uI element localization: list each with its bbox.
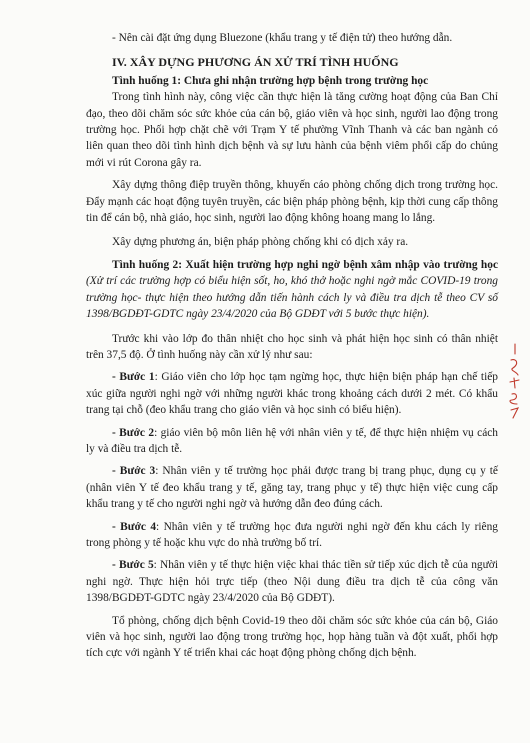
case1-paragraph-1: Trong tình hình này, công việc cần thực hiện là tăng cường hoạt động của Ban Chỉ đạo, theo dõi chăm sóc sức khỏe của cán bộ, giáo viên và học sinh, người lao động trong trường học. Phối hợp chặt chẽ với Trạm Y tế phường Vĩnh Thanh và các ban ngành có liên quan theo dõi tình hình dịch bệnh và sự lưu hành của bệnh viêm phổi cấp do chủng mới vi rút Corona gây ra. xyxy=(86,91,498,169)
case2-intro: Trước khi vào lớp đo thân nhiệt cho học sinh và phát hiện học sinh có thân nhiệt trên 37,5 độ. Ở tình huống này cần xử lý như sau: xyxy=(86,332,498,361)
step-label: - Bước 5 xyxy=(112,559,154,572)
step-3 xyxy=(86,463,498,512)
step-5 xyxy=(86,557,498,606)
document-page xyxy=(86,30,498,662)
case2-note: (Xử trí các trường hợp có biểu hiện sốt, ho, khó thở hoặc nghi ngờ mắc COVID-19 trong trường học- thực hiện theo hướng dẫn tiến hành cách ly và điều tra dịch tễ theo CV số 1398/BGDĐT-GDTC ngày 23/4/2020 của Bộ GDĐT với 5 bước thực hiện). xyxy=(86,275,498,321)
step-2 xyxy=(86,425,498,458)
bluezone-paragraph: - Nên cài đặt ứng dụng Bluezone (khẩu trang y tế điện tử) theo hướng dẫn. xyxy=(112,32,453,44)
step-text: : Nhân viên y tế thực hiện việc khai thác tiền sử tiếp xúc dịch tễ của người nghi ngờ. Thực hiện hỏi trực tiếp (theo Nội dung điều tra dịch tễ của công văn 1398/BGDĐT-GDTC ngày 23/4/2020 của Bộ GDĐT). xyxy=(86,559,498,605)
section-heading: IV. XÂY DỰNG PHƯƠNG ÁN XỬ TRÍ TÌNH HUỐNG xyxy=(112,55,399,70)
case1-paragraph-2: Xây dựng thông điệp truyền thông, khuyến cáo phòng chống dịch trong trường học. Đẩy mạnh các hoạt động tuyên truyền, các biện pháp phòng bệnh, kịp thời cung cấp thông tin để cán bộ, nhà giáo, học sinh, người lao động không hoang mang lo lắng. xyxy=(86,179,498,225)
step-label: - Bước 3 xyxy=(112,465,156,478)
step-text: : giáo viên bộ môn liên hệ với nhân viên y tế, để thực hiện nhiệm vụ cách ly và điều tra dịch tễ. xyxy=(86,426,498,455)
step-label: - Bước 4 xyxy=(112,520,157,533)
case2-heading xyxy=(86,257,498,323)
step-text: : Nhân viên y tế trường học phải được trang bị trang phục, dụng cụ y tế (nhân viên Y tế đeo khẩu trang y tế, găng tay, trang phục y tế) thực hiện việc cung cấp khẩu trang y tế cho người nghi ngờ và hướng dẫn đeo đúng cách. xyxy=(86,465,498,511)
step-text: : Giáo viên cho lớp học tạm ngừng học, thực hiện biện pháp hạn chế tiếp xúc giữa người nghi ngờ với những người khác trong khoảng cách dưới 2 mét. Có khẩu trang tại chỗ (đeo khẩu trang cho giáo viên và học sinh có biểu hiện). xyxy=(86,371,499,417)
case1-title: Tình huống 1: Chưa ghi nhận trường hợp bệnh trong trường học xyxy=(112,74,429,87)
step-4 xyxy=(86,519,498,552)
step-label: - Bước 2 xyxy=(112,426,155,439)
case2-title: Tình huống 2: Xuất hiện trường hợp nghi ngờ bệnh xâm nhập vào trường học xyxy=(112,258,498,271)
handwritten-margin-note xyxy=(505,342,525,420)
case1-paragraph-3: Xây dựng phương án, biện pháp phòng chống khi có dịch xảy ra. xyxy=(112,236,409,249)
step-1 xyxy=(86,369,498,418)
step-text: : Nhân viên y tế trường học đưa người nghi ngờ đến khu cách ly riêng trong phòng y tế hoặc khu vực do nhà trường bố trí. xyxy=(86,520,498,549)
step-label: - Bước 1 xyxy=(112,371,155,384)
closing-paragraph: Tổ phòng, chống dịch bệnh Covid-19 theo dõi chăm sóc sức khỏe của cán bộ, Giáo viên và học sinh, người lao động trong trường học, họp hàng tuần và đột xuất, phối hợp tích cực với ngành Y tế triển khai các hoạt động phòng chống dịch bệnh. xyxy=(86,614,498,660)
